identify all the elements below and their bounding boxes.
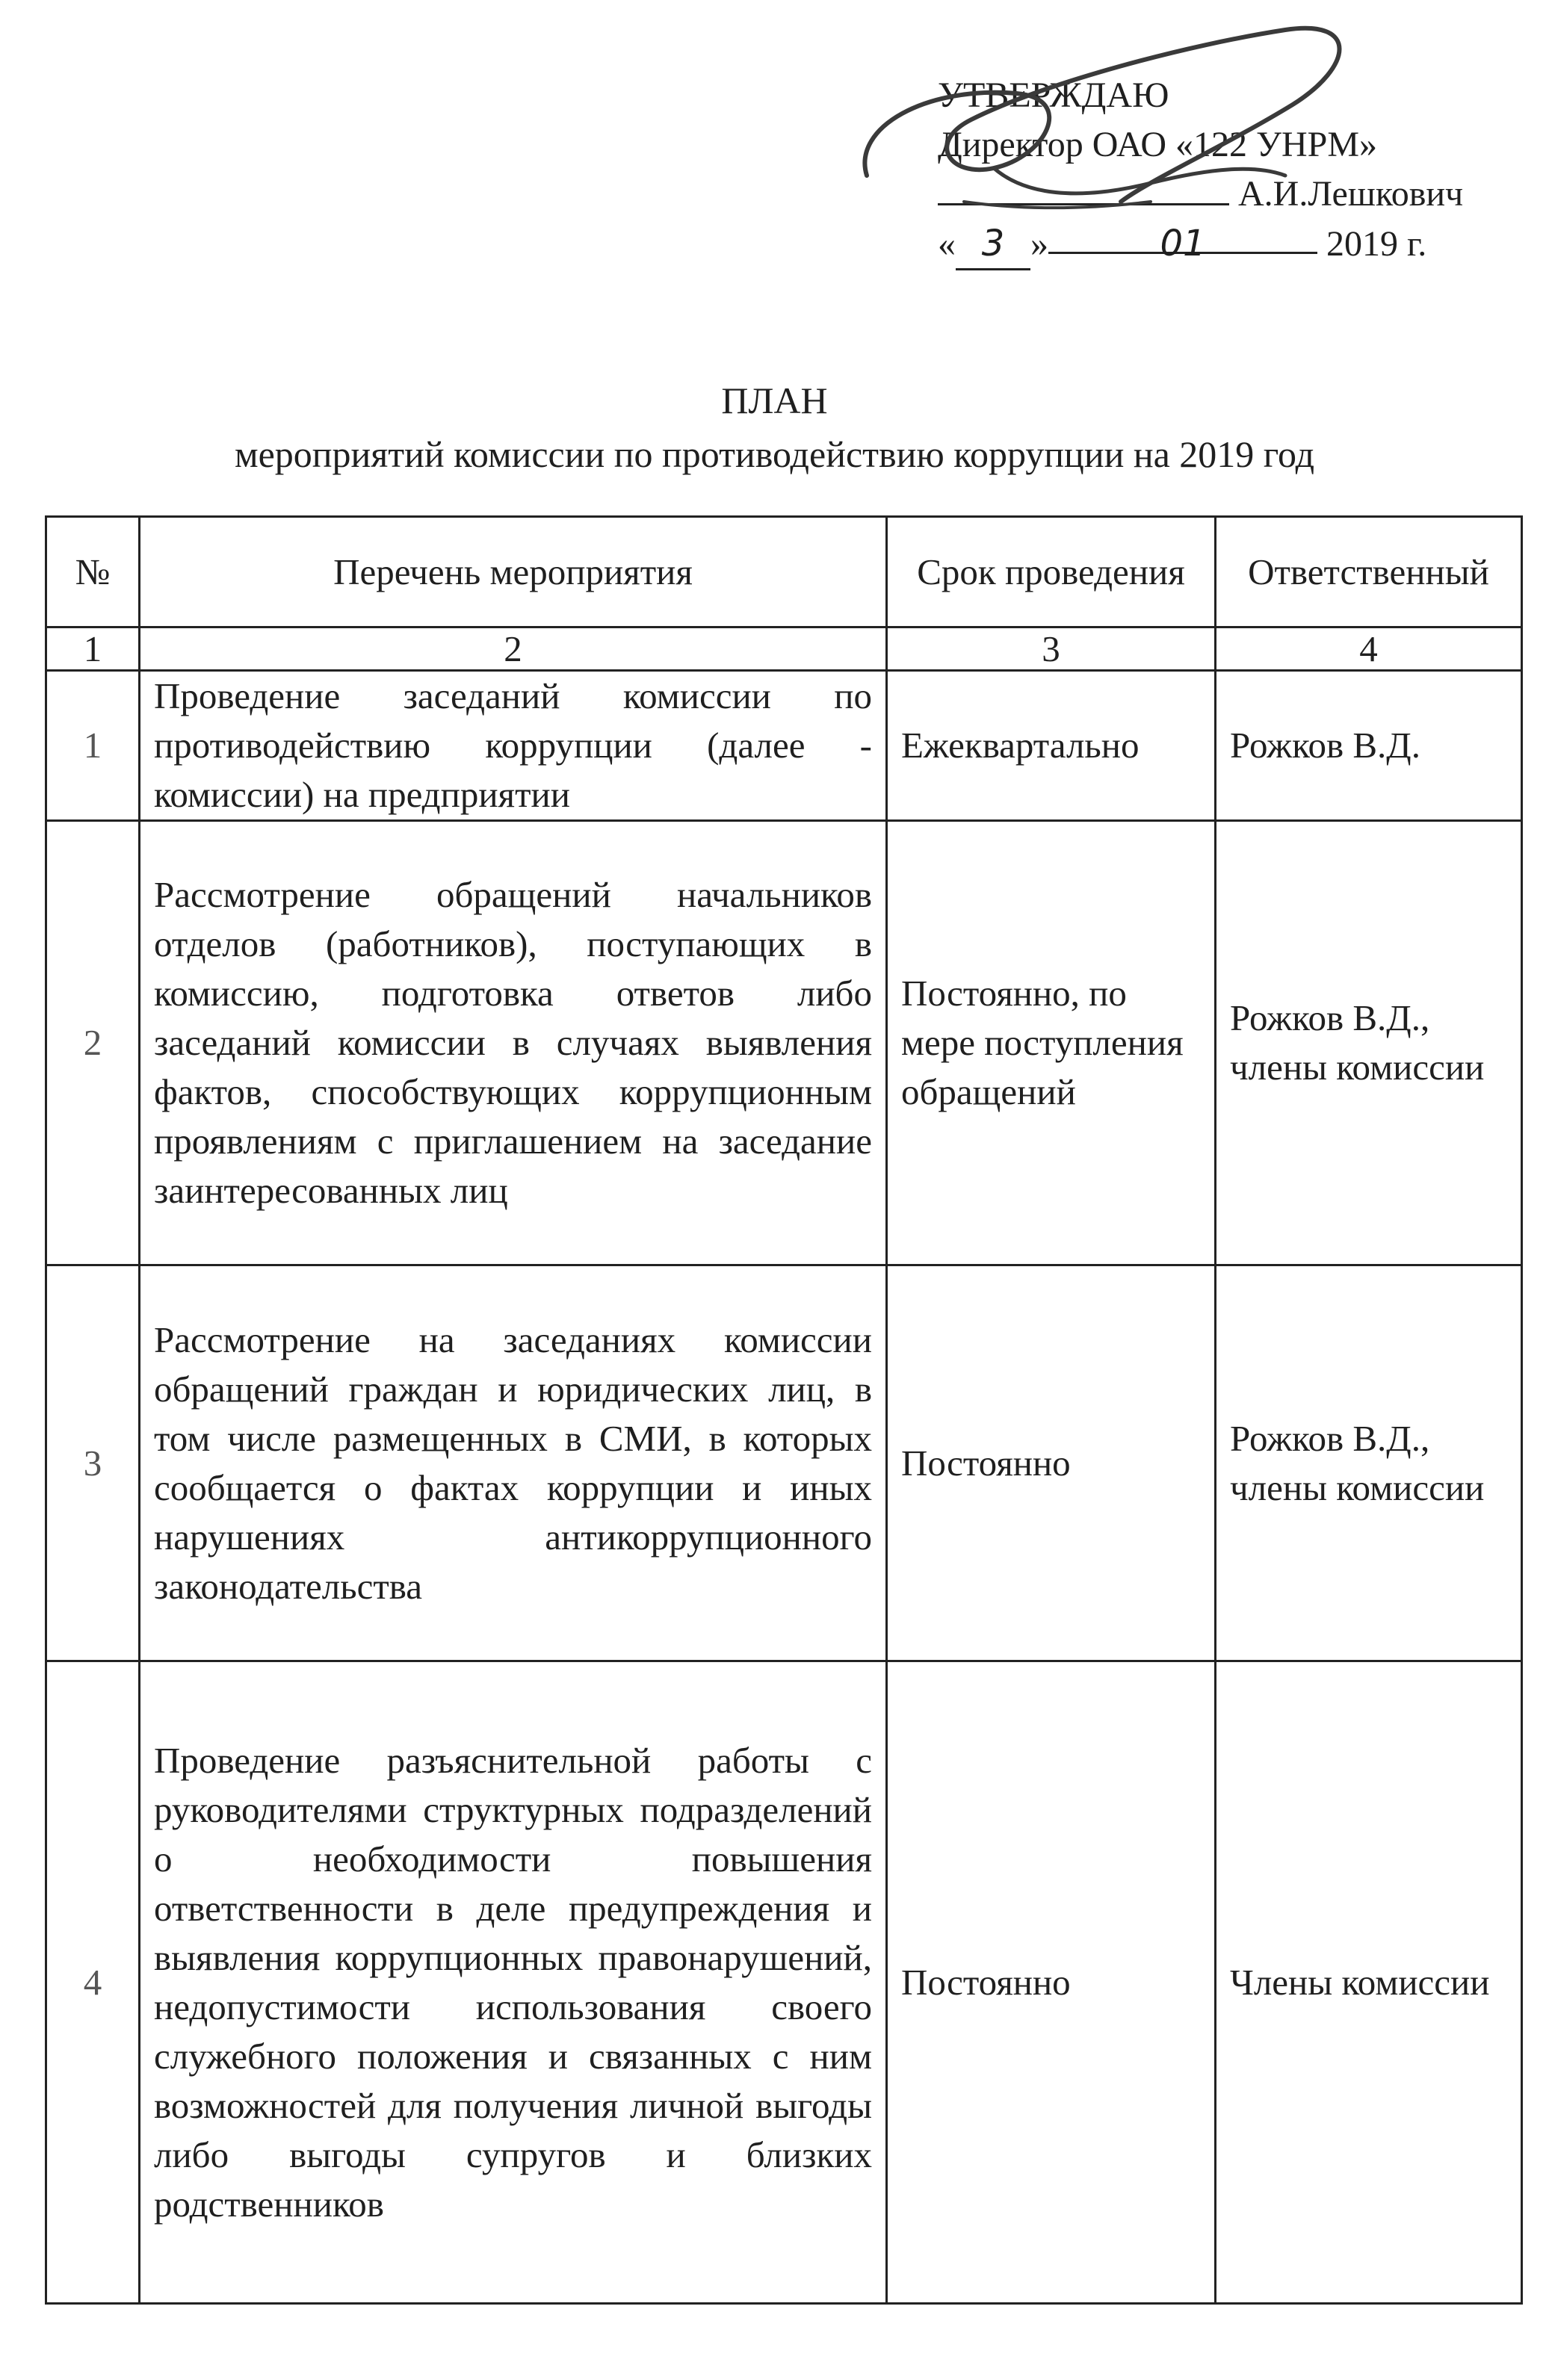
column-number: 1 [46,627,140,671]
row-term: Постоянно [887,1265,1216,1661]
column-number: 4 [1216,627,1522,671]
table-header-row [46,517,1522,627]
header-term: Срок проведения [887,517,1216,627]
row-number: 3 [46,1265,140,1661]
date-month: 01 [1048,219,1317,254]
plan-subheading: мероприятий комиссии по противодействию коррупции на 2019 год [234,433,1315,475]
row-responsible: Члены комиссии [1216,1661,1522,2304]
row-description: Проведение заседаний комиссии по противодействию коррупции (далее - комиссии) на предприятии [140,671,887,821]
row-responsible: Рожков В.Д., члены комиссии [1216,821,1522,1265]
header-activity: Перечень мероприятия [140,517,887,627]
row-term: Постоянно [887,1661,1216,2304]
column-number-row [46,627,1522,671]
row-number: 2 [46,821,140,1265]
date-open-quote: « [938,224,956,264]
row-description: Проведение разъяснительной работы с руководителями структурных подразделений о необходимости повышения ответственности в деле предупреждения и выявления коррупционных правонарушений, недопустимости использования своего служебного положения и связанных с ним возможностей для получения личной выгоды либо выгоды супругов и близких родственников [140,1661,887,2304]
row-number: 4 [46,1661,140,2304]
plan-table [45,515,1523,2305]
header-responsible: Ответственный [1216,517,1522,627]
row-responsible: Рожков В.Д. [1216,671,1522,821]
signer-line [938,170,1521,219]
signer-name: А.И.Лешкович [1238,174,1464,214]
row-description: Рассмотрение обращений начальников отделов (работников), поступающих в комиссию, подготовка ответов либо заседаний комиссии в случаях выявления фактов, способствующих коррупционным проявлениям с приглашением на заседание заинтересованных лиц [140,821,887,1265]
table-row [46,671,1522,821]
column-number: 3 [887,627,1216,671]
row-term: Постоянно, по мере поступления обращений [887,821,1216,1265]
date-close-quote: » [1030,224,1048,264]
header-number: № [46,517,140,627]
signature-underline [938,170,1229,205]
row-description: Рассмотрение на заседаниях комиссии обращений граждан и юридических лиц, в том числе размещенных в СМИ, в которых сообщается о фактах коррупции и иных нарушениях антикоррупционного законодательства [140,1265,887,1661]
date-year: 2019 г. [1326,224,1427,264]
table-row [46,1661,1522,2304]
table-row [46,821,1522,1265]
approval-label: УТВЕРЖДАЮ [938,75,1169,115]
table-row [46,1265,1522,1661]
row-number: 1 [46,671,140,821]
date-day: 3 [956,219,1030,270]
plan-heading: ПЛАН [721,379,828,421]
approval-date [938,219,1521,270]
row-term: Ежеквартально [887,671,1216,821]
document-title [0,374,1549,481]
approval-block [938,71,1521,270]
approver-position: Директор ОАО «122 УНРМ» [938,125,1377,164]
row-responsible: Рожков В.Д., члены комиссии [1216,1265,1522,1661]
column-number: 2 [140,627,887,671]
